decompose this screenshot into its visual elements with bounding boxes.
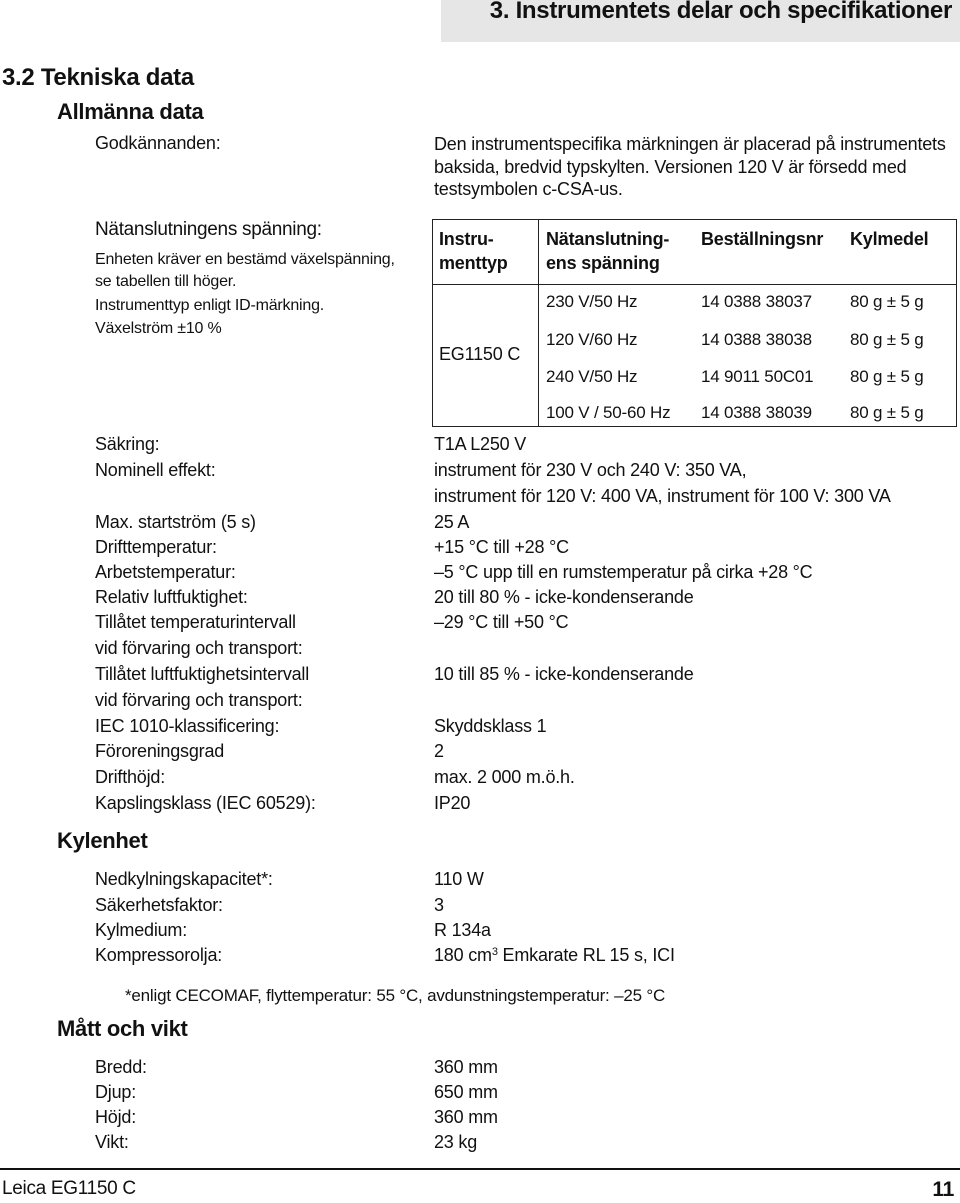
spec-value: –29 °C till +50 °C [434, 612, 569, 632]
mains-note: Enheten kräver en bestämd växelspänning, [95, 251, 395, 268]
chapter-title: 3. Instrumentets delar och specifikationer [489, 0, 952, 24]
spec-value: max. 2 000 m.ö.h. [434, 767, 575, 787]
table-header: Kylmedel [850, 229, 929, 249]
mains-note: se tabellen till höger. [95, 273, 237, 290]
table-cell: 80 g ± 5 g [850, 403, 924, 422]
oil-volume: 180 cm [434, 945, 492, 965]
spec-value: Skyddsklass 1 [434, 716, 547, 736]
spec-value: 110 W [434, 869, 484, 889]
spec-label: Relativ luftfuktighet: [95, 587, 248, 607]
spec-label: Föroreningsgrad [95, 741, 225, 761]
table-cell: 14 0388 38038 [701, 330, 812, 349]
spec-label: Nedkylningskapacitet*: [95, 869, 273, 889]
spec-label: Drifttemperatur: [95, 537, 217, 557]
spec-value: –5 °C upp till en rumstemperatur på cirka +28 °C [434, 562, 813, 582]
spec-value: 360 mm [434, 1107, 498, 1127]
spec-label: Kylmedium: [95, 920, 188, 940]
spec-value: 23 kg [434, 1132, 478, 1152]
dimensions-section-title: Mått och vikt [57, 1016, 188, 1041]
spec-label: IEC 1010-klassificering: [95, 716, 280, 736]
oil-volume-exponent: 3 [491, 946, 498, 958]
table-cell: 120 V/60 Hz [546, 330, 638, 349]
spec-value: R 134a [434, 920, 491, 940]
table-cell: 80 g ± 5 g [850, 292, 924, 311]
table-divider [433, 284, 956, 285]
table-cell: 14 9011 50C01 [701, 367, 814, 386]
mains-label: Nätanslutningens spänning: [95, 219, 322, 240]
spec-value: IP20 [434, 793, 471, 813]
spec-value [434, 945, 675, 966]
spec-label: Bredd: [95, 1057, 147, 1077]
spec-label: Max. startström (5 s) [95, 512, 256, 532]
table-header: Instru-menttyp [439, 229, 508, 273]
table-cell: 14 0388 38037 [701, 292, 812, 311]
page-number: 11 [932, 1178, 954, 1201]
oil-type: Emkarate RL 15 s, ICI [497, 945, 675, 965]
table-cell: 80 g ± 5 g [850, 367, 924, 386]
spec-value: 650 mm [434, 1082, 498, 1102]
cooling-section-title: Kylenhet [57, 828, 148, 853]
spec-value: 3 [434, 895, 444, 915]
table-cell: 230 V/50 Hz [546, 292, 638, 311]
subsection-title-general: Allmänna data [57, 99, 204, 124]
approvals-text: Den instrumentspecifika märkningen är placerad på instrumentets baksida, bredvid typskylten. Versionen 120 V är försedd med testsymbolen c-CSA-us. [434, 134, 946, 199]
spec-value: 25 A [434, 512, 470, 532]
spec-value: 360 mm [434, 1057, 498, 1077]
voltage-table [432, 219, 957, 427]
instrument-type: EG1150 C [439, 344, 521, 364]
table-cell: 240 V/50 Hz [546, 367, 638, 386]
spec-value: +15 °C till +28 °C [434, 537, 569, 557]
cooling-footnote: *enligt CECOMAF, flyttemperatur: 55 °C, avdunstningstemperatur: –25 °C [125, 986, 666, 1005]
spec-label: vid förvaring och transport: [95, 690, 303, 710]
spec-label: Drifthöjd: [95, 767, 166, 787]
spec-label: vid förvaring och transport: [95, 638, 303, 658]
mains-note: Växelström ±10 % [95, 320, 222, 337]
approvals-label: Godkännanden: [95, 133, 221, 153]
spec-label: Säkerhetsfaktor: [95, 895, 223, 915]
table-cell: 14 0388 38039 [701, 403, 812, 422]
spec-label: Höjd: [95, 1107, 137, 1127]
spec-label: Vikt: [95, 1132, 129, 1152]
table-cell: 80 g ± 5 g [850, 330, 924, 349]
spec-label: Djup: [95, 1082, 137, 1102]
spec-value: T1A L250 V [434, 434, 527, 454]
spec-label: Säkring: [95, 434, 160, 454]
footer-divider [0, 1168, 960, 1170]
spec-label: Kompressorolja: [95, 945, 223, 965]
table-header: Beställningsnr [701, 229, 824, 249]
spec-value: 2 [434, 741, 444, 761]
table-divider [538, 220, 539, 426]
chapter-header [441, 0, 960, 42]
spec-label: Arbetstemperatur: [95, 562, 236, 582]
spec-value: 20 till 80 % - icke-kondenserande [434, 587, 694, 607]
spec-value: instrument för 120 V: 400 VA, instrument för 100 V: 300 VA [434, 486, 891, 506]
footer-product: Leica EG1150 C [2, 1178, 136, 1199]
section-title: 3.2 Tekniska data [2, 64, 194, 91]
spec-label: Tillåtet temperaturintervall [95, 612, 296, 632]
spec-label: Nominell effekt: [95, 460, 216, 480]
table-header: Nätanslutning-ens spänning [546, 229, 670, 273]
spec-value: instrument för 230 V och 240 V: 350 VA, [434, 460, 747, 480]
mains-note: Instrumenttyp enligt ID-märkning. [95, 297, 325, 314]
table-cell: 100 V / 50-60 Hz [546, 403, 671, 422]
spec-label: Tillåtet luftfuktighetsintervall [95, 664, 310, 684]
spec-label: Kapslingsklass (IEC 60529): [95, 793, 316, 813]
spec-value: 10 till 85 % - icke-kondenserande [434, 664, 694, 684]
